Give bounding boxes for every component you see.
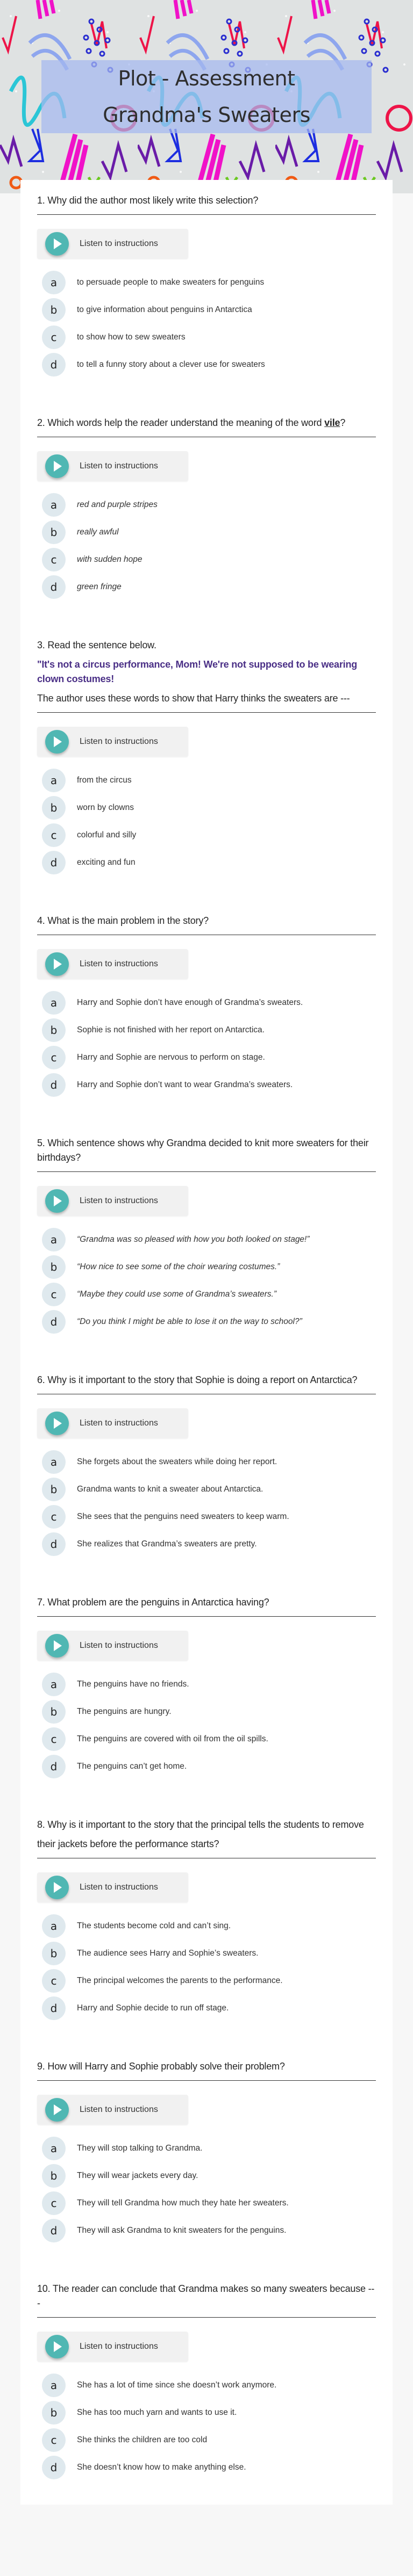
option-text: The penguins can’t get home. [77, 1762, 187, 1771]
answer-options [37, 493, 376, 599]
question-title [37, 193, 376, 208]
question-text: their jackets before the performance starts? [37, 1839, 219, 1849]
option-text: to show how to sew sweaters [77, 332, 186, 342]
option-text: to persuade people to make sweaters for penguins [77, 278, 265, 287]
option-letter-badge: d [42, 353, 66, 377]
answer-option-d[interactable] [37, 2219, 376, 2242]
play-icon [45, 730, 69, 754]
listen-to-instructions-button[interactable] [37, 1186, 188, 1216]
option-text: She has a lot of time since she doesn’t work anymore. [77, 2380, 277, 2390]
answer-option-c[interactable] [37, 325, 376, 349]
option-text: exciting and fun [77, 858, 136, 867]
option-letter-badge: c [42, 548, 66, 571]
answer-option-a[interactable] [37, 2374, 376, 2397]
option-letter-badge: d [42, 1310, 66, 1334]
listen-to-instructions-button[interactable] [37, 229, 188, 259]
question-paragraph [37, 1818, 376, 1832]
answer-option-c[interactable] [37, 2428, 376, 2452]
option-letter-badge: a [42, 1228, 66, 1251]
option-letter-badge: a [42, 991, 66, 1015]
play-icon [45, 1876, 69, 1899]
answer-options [37, 1673, 376, 1778]
answer-options [37, 271, 376, 377]
question-paragraph [37, 1373, 376, 1387]
answer-option-b[interactable] [37, 1255, 376, 1279]
play-icon [45, 2098, 69, 2122]
answer-option-d[interactable] [37, 2456, 376, 2479]
option-letter-badge: b [42, 1478, 66, 1501]
question-title [37, 2282, 376, 2311]
option-text: green fringe [77, 582, 122, 591]
divider [37, 214, 376, 215]
play-icon [45, 1189, 69, 1213]
answer-option-c[interactable] [37, 823, 376, 847]
answer-option-d[interactable] [37, 1073, 376, 1097]
option-letter-badge: d [42, 1755, 66, 1778]
option-letter-badge: c [42, 2428, 66, 2452]
answer-option-b[interactable] [37, 520, 376, 544]
answer-option-c[interactable] [37, 1505, 376, 1529]
option-letter-badge: b [42, 1255, 66, 1279]
option-text: from the circus [77, 776, 132, 785]
answer-option-c[interactable] [37, 548, 376, 571]
question-text: The author uses these words to show that Harry thinks the sweaters are --- [37, 693, 350, 704]
option-letter-badge: c [42, 1283, 66, 1306]
question-4 [37, 914, 376, 1136]
question-1 [37, 193, 376, 416]
question-title [37, 914, 376, 928]
answer-option-a[interactable] [37, 769, 376, 792]
answer-options [37, 1228, 376, 1334]
question-paragraph [37, 193, 376, 208]
play-icon [45, 2335, 69, 2358]
listen-label: Listen to instructions [80, 1883, 158, 1892]
question-text: 3. Read the sentence below. [37, 640, 156, 650]
listen-label: Listen to instructions [80, 1196, 158, 1205]
answer-options [37, 2374, 376, 2479]
question-paragraph [37, 1837, 376, 1851]
option-text: The students become cold and can’t sing. [77, 1921, 231, 1930]
option-text: with sudden hope [77, 555, 143, 564]
option-text: They will ask Grandma to knit sweaters for the penguins. [77, 2226, 287, 2235]
answer-option-a[interactable] [37, 1914, 376, 1938]
question-text: 8. Why is it important to the story that the principal tells the students to remove [37, 1819, 364, 1830]
question-6 [37, 1373, 376, 1595]
listen-to-instructions-button[interactable] [37, 451, 188, 481]
question-title [37, 1373, 376, 1387]
option-letter-badge: b [42, 520, 66, 544]
question-paragraph [37, 416, 376, 430]
option-letter-badge: c [42, 823, 66, 847]
play-icon [45, 232, 69, 256]
question-paragraph [37, 1595, 376, 1610]
option-text: “Do you think I might be able to lose it on the way to school?” [77, 1317, 302, 1326]
option-text: red and purple stripes [77, 500, 158, 509]
option-letter-badge: d [42, 2219, 66, 2242]
divider [37, 2080, 376, 2081]
question-paragraph [37, 2059, 376, 2074]
option-letter-badge: a [42, 1450, 66, 1474]
option-letter-badge: d [42, 1996, 66, 2020]
answer-option-a[interactable] [37, 1450, 376, 1474]
option-text: worn by clowns [77, 803, 134, 812]
question-text: 4. What is the main problem in the story? [37, 915, 209, 926]
header-banner [0, 0, 413, 193]
option-text: Grandma wants to knit a sweater about Antarctica. [77, 1485, 264, 1494]
answer-option-b[interactable] [37, 796, 376, 820]
question-3 [37, 638, 376, 914]
option-letter-badge: b [42, 2401, 66, 2425]
listen-to-instructions-button[interactable] [37, 1408, 188, 1438]
option-letter-badge: b [42, 1942, 66, 1965]
option-text: They will tell Grandma how much they hate her sweaters. [77, 2198, 289, 2208]
option-letter-badge: c [42, 325, 66, 349]
listen-label: Listen to instructions [80, 1419, 158, 1428]
question-text: 7. What problem are the penguins in Antarctica having? [37, 1597, 269, 1608]
question-8 [37, 1818, 376, 2059]
question-text: 10. The reader can conclude that Grandma makes so many sweaters because --- [37, 2283, 375, 2309]
option-text: She has too much yarn and wants to use it. [77, 2408, 237, 2417]
listen-label: Listen to instructions [80, 959, 158, 968]
answer-option-d[interactable] [37, 1996, 376, 2020]
answer-options [37, 1450, 376, 1556]
question-paragraph [37, 657, 376, 686]
option-letter-badge: a [42, 493, 66, 517]
answer-option-c[interactable] [37, 1283, 376, 1306]
option-letter-badge: b [42, 796, 66, 820]
option-text: Harry and Sophie don’t want to wear Grandma’s sweaters. [77, 1080, 293, 1089]
listen-to-instructions-button[interactable] [37, 2332, 188, 2362]
answer-options [37, 991, 376, 1097]
option-letter-badge: a [42, 2137, 66, 2160]
divider [37, 2317, 376, 2318]
option-text: She realizes that Grandma’s sweaters are pretty. [77, 1539, 257, 1549]
option-text: She forgets about the sweaters while doing her report. [77, 1457, 277, 1466]
question-title [37, 1595, 376, 1610]
option-letter-badge: c [42, 1727, 66, 1751]
answer-option-a[interactable] [37, 991, 376, 1015]
option-text: “Grandma was so pleased with how you both looked on stage!” [77, 1235, 310, 1244]
title-line-1: Plot - Assessment [118, 67, 295, 90]
answer-option-b[interactable] [37, 2401, 376, 2425]
option-text: Harry and Sophie don’t have enough of Grandma’s sweaters. [77, 998, 303, 1007]
divider [37, 1616, 376, 1617]
vocabulary-word: vile [324, 417, 340, 428]
quoted-sentence: "It's not a circus performance, Mom! We're not supposed to be wearing clown costumes! [37, 659, 358, 684]
listen-to-instructions-button[interactable] [37, 949, 188, 979]
option-text: Sophie is not finished with her report on Antarctica. [77, 1025, 265, 1034]
answer-option-c[interactable] [37, 1969, 376, 1993]
answer-option-a[interactable] [37, 2137, 376, 2160]
listen-to-instructions-button[interactable] [37, 1631, 188, 1661]
answer-option-d[interactable] [37, 1532, 376, 1556]
option-letter-badge: a [42, 271, 66, 294]
option-letter-badge: d [42, 1073, 66, 1097]
question-paragraph [37, 914, 376, 928]
answer-option-b[interactable] [37, 1700, 376, 1724]
option-text: “How nice to see some of the choir wearing costumes.” [77, 1262, 280, 1271]
listen-label: Listen to instructions [80, 737, 158, 746]
answer-option-b[interactable] [37, 1942, 376, 1965]
option-letter-badge: a [42, 1673, 66, 1696]
answer-option-d[interactable] [37, 851, 376, 874]
option-letter-badge: d [42, 851, 66, 874]
question-title [37, 2059, 376, 2074]
option-text: Harry and Sophie are nervous to perform on stage. [77, 1053, 265, 1062]
option-text: They will wear jackets every day. [77, 2171, 198, 2180]
option-text: She thinks the children are too cold [77, 2435, 208, 2444]
option-letter-badge: d [42, 2456, 66, 2479]
question-paragraph [37, 1136, 376, 1165]
answer-option-a[interactable] [37, 1228, 376, 1251]
listen-label: Listen to instructions [80, 2105, 158, 2114]
answer-options [37, 2137, 376, 2242]
option-letter-badge: a [42, 2374, 66, 2397]
question-10 [37, 2282, 376, 2479]
option-letter-badge: c [42, 1969, 66, 1993]
question-text: ? [340, 417, 346, 428]
option-text: to tell a funny story about a clever use for sweaters [77, 360, 265, 369]
option-text: She sees that the penguins need sweaters to keep warm. [77, 1512, 289, 1521]
option-text: colorful and silly [77, 830, 137, 840]
question-paragraph [37, 2282, 376, 2311]
option-text: to give information about penguins in Antarctica [77, 305, 252, 314]
answer-option-c[interactable] [37, 1727, 376, 1751]
option-text: “Maybe they could use some of Grandma’s sweaters.” [77, 1290, 277, 1299]
listen-label: Listen to instructions [80, 239, 158, 248]
question-title [37, 638, 376, 706]
option-letter-badge: c [42, 2191, 66, 2215]
title-line-2: Grandma's Sweaters [103, 103, 310, 127]
option-letter-badge: c [42, 1505, 66, 1529]
answer-options [37, 1914, 376, 2020]
answer-option-b[interactable] [37, 1478, 376, 1501]
question-9 [37, 2059, 376, 2282]
question-title [37, 1818, 376, 1851]
question-text: 5. Which sentence shows why Grandma decided to knit more sweaters for their birthdays? [37, 1138, 369, 1163]
play-icon [45, 952, 69, 976]
option-letter-badge: b [42, 1700, 66, 1724]
option-text: They will stop talking to Grandma. [77, 2144, 203, 2153]
questions-card [20, 180, 393, 2505]
question-title [37, 1136, 376, 1165]
option-letter-badge: b [42, 298, 66, 322]
question-text: 2. Which words help the reader understand the meaning of the word [37, 417, 325, 428]
option-letter-badge: b [42, 2164, 66, 2188]
question-paragraph [37, 691, 376, 706]
answer-option-b[interactable] [37, 2164, 376, 2188]
question-7 [37, 1595, 376, 1818]
answer-options [37, 769, 376, 874]
answer-option-a[interactable] [37, 1673, 376, 1696]
question-title [37, 416, 376, 430]
answer-option-d[interactable] [37, 353, 376, 377]
answer-option-d[interactable] [37, 575, 376, 599]
option-text: The penguins are covered with oil from the oil spills. [77, 1734, 268, 1743]
question-2 [37, 416, 376, 638]
answer-option-a[interactable] [37, 271, 376, 294]
option-letter-badge: a [42, 769, 66, 792]
option-text: Harry and Sophie decide to run off stage. [77, 2003, 229, 2013]
answer-option-b[interactable] [37, 298, 376, 322]
assessment-title [41, 60, 372, 133]
answer-option-a[interactable] [37, 493, 376, 517]
play-icon [45, 1634, 69, 1658]
divider [37, 1171, 376, 1172]
answer-option-d[interactable] [37, 1755, 376, 1778]
option-letter-badge: d [42, 1532, 66, 1556]
option-letter-badge: b [42, 1018, 66, 1042]
option-text: The penguins have no friends. [77, 1680, 189, 1689]
question-text: 1. Why did the author most likely write this selection? [37, 195, 259, 206]
question-5 [37, 1136, 376, 1373]
question-text: 9. How will Harry and Sophie probably solve their problem? [37, 2061, 285, 2072]
answer-option-d[interactable] [37, 1310, 376, 1334]
option-letter-badge: c [42, 1046, 66, 1069]
option-text: The audience sees Harry and Sophie’s sweaters. [77, 1949, 259, 1958]
question-text: 6. Why is it important to the story that Sophie is doing a report on Antarctica? [37, 1374, 358, 1385]
answer-option-c[interactable] [37, 2191, 376, 2215]
option-letter-badge: d [42, 575, 66, 599]
listen-to-instructions-button[interactable] [37, 2095, 188, 2125]
play-icon [45, 1412, 69, 1435]
answer-option-c[interactable] [37, 1046, 376, 1069]
option-text: She doesn’t know how to make anything else. [77, 2463, 246, 2472]
option-letter-badge: a [42, 1914, 66, 1938]
play-icon [45, 454, 69, 478]
divider [37, 712, 376, 713]
question-paragraph [37, 638, 376, 653]
listen-label: Listen to instructions [80, 461, 158, 471]
answer-option-b[interactable] [37, 1018, 376, 1042]
listen-to-instructions-button[interactable] [37, 727, 188, 757]
option-text: The principal welcomes the parents to the performance. [77, 1976, 283, 1985]
option-text: really awful [77, 527, 119, 537]
listen-label: Listen to instructions [80, 1641, 158, 1650]
listen-to-instructions-button[interactable] [37, 1872, 188, 1902]
option-text: The penguins are hungry. [77, 1707, 172, 1716]
listen-label: Listen to instructions [80, 2342, 158, 2351]
